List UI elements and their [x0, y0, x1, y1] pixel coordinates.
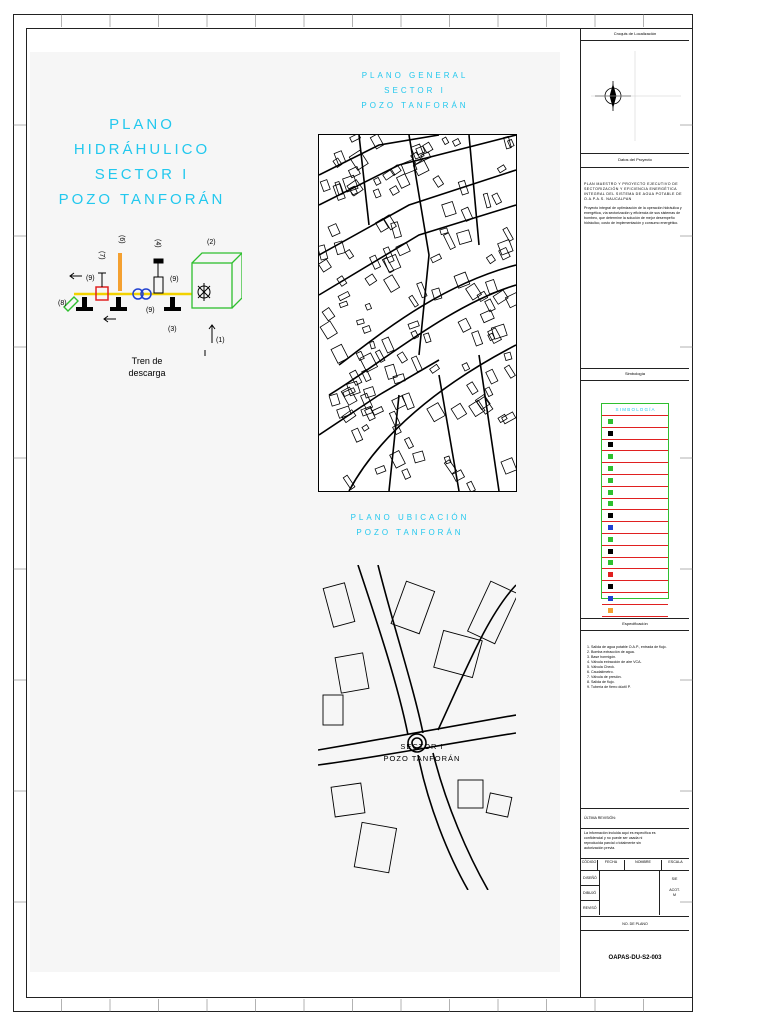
proyecto-header: Datos del Proyecto [581, 153, 689, 168]
general-title-line-2: SECTOR I [384, 86, 446, 95]
map-label-line-1: SECTOR I [400, 742, 444, 751]
symbol-icon [608, 454, 613, 459]
building-block [503, 227, 513, 241]
building-block [338, 292, 350, 301]
building-block [375, 350, 385, 362]
building-block [365, 303, 371, 310]
building-block [486, 369, 498, 384]
building-block [329, 394, 340, 407]
escala-value-m: M [673, 893, 676, 897]
simbologia-row [602, 487, 668, 499]
pressure-valve-icon [96, 273, 108, 300]
nota-text: La información incluida aquí es específica es confidencial y no puede ser usada ni reproducida parcial o totalmente sin autorización previa. [584, 831, 656, 850]
proyecto-section [581, 153, 689, 369]
building-block [461, 207, 473, 221]
symbol-icon [608, 501, 613, 506]
label-9-a: (9) [86, 275, 95, 282]
building-block [405, 437, 414, 448]
building-block [442, 137, 449, 144]
building-block [488, 328, 502, 344]
building-block [319, 259, 331, 272]
map-location-label [382, 741, 462, 765]
col-escala: ESCALA [668, 860, 683, 864]
simbologia-section [581, 368, 689, 619]
building-block [396, 174, 409, 189]
simbologia-row [602, 463, 668, 475]
building-block [505, 293, 516, 308]
spec-item: 7. Válvula de presión. [587, 675, 622, 679]
building-block [502, 412, 516, 424]
proyecto-text: PLAN MAESTRO Y PROYECTO EJECUTIVO DE SECTORIZACIÓN Y EFICIENCIA ENERGÉTICA INTEGRAL DEL SISTEMA DE AGUA POTABLE DE O.A.P.A.S. NAUCALPAN [584, 182, 682, 201]
building-block [361, 406, 373, 416]
building-block [458, 318, 471, 332]
proyecto-desc: Proyecto integral de optimización de la operación hidráulica y energética, vía sectorización y eficiencia de sus sistemas de bombeo, que determine la solución de mejor desempeño hidráulico, costo de implementación y consumo energético. [584, 206, 682, 225]
flow-arrows [70, 273, 215, 356]
row-dibujo: DIBUJÓ [581, 886, 600, 901]
symbol-icon [608, 513, 613, 518]
firmas-header-row [581, 860, 689, 871]
building-block [373, 189, 381, 198]
building-block [362, 425, 369, 432]
ubicacion-title-line-1: PLANO UBICACIÓN [350, 513, 470, 522]
building-block [328, 224, 340, 237]
building-block [365, 408, 376, 421]
general-title-line-3: POZO TANFORÁN [361, 101, 469, 110]
pump-box [192, 253, 242, 308]
building-block [393, 374, 405, 384]
building-block [433, 176, 444, 188]
symbol-icon [608, 525, 613, 530]
building-block [467, 382, 478, 395]
ubicacion-title [340, 510, 480, 540]
plano-section [581, 918, 689, 998]
symbol-icon [608, 584, 613, 589]
main-title-line-2: SECTOR I [94, 166, 190, 183]
firmas-table [581, 860, 689, 917]
building-block [334, 151, 346, 165]
building-block [423, 142, 433, 153]
symbol-icon [608, 572, 613, 577]
firmas-body [581, 871, 689, 915]
building-block [483, 193, 491, 208]
building-block [372, 407, 383, 416]
simbologia-row [602, 475, 668, 487]
especificacion-section [581, 618, 689, 809]
simbologia-row [602, 605, 668, 617]
building-block [409, 295, 419, 307]
building-block [431, 254, 442, 263]
label-4: (4) [154, 239, 161, 248]
building-block [345, 250, 353, 259]
plano-numero: OAPAS-DU-S2-003 [608, 955, 662, 961]
building-block [462, 363, 470, 371]
map-label-line-2: POZO TANFORÁN [383, 754, 461, 763]
building-block [375, 466, 386, 475]
building-block [390, 186, 400, 196]
building-block [485, 387, 493, 397]
compass-icon [581, 41, 689, 151]
label-2: (2) [207, 239, 216, 246]
simbologia-row [602, 510, 668, 522]
building-block [408, 321, 419, 329]
simbologia-row [602, 546, 668, 558]
symbol-icon [608, 490, 613, 495]
building-block [442, 202, 456, 217]
building-block [504, 365, 515, 378]
escala-value-acot: ACOT. [669, 888, 680, 892]
simbologia-row [602, 593, 668, 605]
main-title-line-1: PLANO HIDRÁHULICO [73, 116, 211, 158]
plano-header: NO. DE PLANO [581, 918, 689, 931]
building-block [349, 150, 368, 170]
general-title [345, 68, 485, 113]
simbologia-row [602, 451, 668, 463]
main-title [42, 112, 242, 212]
simbologia-row [602, 522, 668, 534]
simbologia-row [602, 428, 668, 440]
label-3: (3) [168, 326, 177, 333]
building-block [397, 352, 407, 363]
building-block [339, 301, 348, 307]
building-block [467, 481, 476, 491]
building-block [385, 364, 398, 379]
simbologia-row [602, 499, 668, 511]
general-map-drawing [319, 135, 516, 491]
building-block [454, 272, 470, 288]
tren-caption-line-2: descarga [128, 368, 166, 378]
col-fecha: FECHA [598, 860, 625, 870]
col-codigo: CÓDIGO [581, 860, 598, 870]
label-8: (8) [58, 300, 67, 307]
building-block [362, 325, 371, 333]
spec-item: 9. Tubería de fierro dúctil P. [587, 685, 631, 689]
symbol-icon [608, 537, 613, 542]
building-block [423, 333, 431, 343]
building-block [427, 403, 445, 422]
building-block [486, 279, 498, 293]
row-diseno: DISEÑÓ [581, 871, 600, 886]
row-reviso: REVISÓ [581, 901, 600, 915]
spec-item: 4. Válvula extracción de aire VCA. [587, 660, 642, 664]
label-7: (7) [98, 251, 105, 260]
building-block [383, 169, 395, 180]
croquis-section [581, 28, 689, 154]
label-1: (1) [216, 337, 225, 344]
symbol-icon [608, 466, 613, 471]
building-block [322, 308, 335, 321]
building-block [364, 387, 376, 398]
building-block [430, 364, 440, 373]
general-title-line-1: PLANO GENERAL [361, 71, 469, 80]
simbologia-header: Simbología [581, 368, 689, 381]
symbol-icon [608, 549, 613, 554]
label-9-b: (9) [146, 307, 155, 314]
symbol-icon [608, 431, 613, 436]
title-block [580, 28, 688, 998]
symbol-icon [608, 560, 613, 565]
building-block [457, 230, 472, 245]
building-block [413, 451, 425, 463]
building-block [382, 337, 394, 353]
spec-item: 1. Salida de agua potable O.A.P., entrada de flujo. [587, 645, 667, 649]
building-block [389, 411, 400, 426]
general-map [318, 134, 517, 492]
simbologia-row [602, 534, 668, 546]
building-block [402, 469, 411, 480]
simbologia-row [602, 581, 668, 593]
building-block [320, 321, 337, 339]
simbologia-title: S I M B O L O G Í A [602, 404, 668, 416]
simbologia-row [602, 558, 668, 570]
label-6: (6) [118, 235, 125, 244]
tren-caption-line-1: Tren de [131, 356, 163, 366]
symbol-icon [608, 419, 613, 424]
spec-item: 8. Salida de flujo. [587, 680, 615, 684]
simbologia-table [601, 403, 669, 599]
building-block [452, 470, 464, 482]
pump-icon [198, 283, 210, 301]
label-9-c: (9) [170, 276, 179, 283]
ubicacion-map [318, 565, 516, 890]
spec-item: 3. Base hormigón. [587, 655, 617, 659]
building-block [466, 283, 482, 300]
main-title-line-3: POZO TANFORÁN [58, 191, 226, 208]
ultima-revision-label: ÚLTIMA REVISIÓN: [584, 816, 616, 820]
simbologia-row [602, 416, 668, 428]
building-block [357, 319, 365, 325]
building-block [486, 254, 495, 263]
building-block [384, 275, 400, 293]
building-block [472, 331, 483, 346]
col-nombre: NOMBRE [625, 860, 662, 870]
building-block [480, 310, 494, 323]
nota-section [581, 828, 689, 859]
air-valve-icon [154, 259, 163, 293]
especificacion-list [581, 631, 689, 690]
building-block [391, 222, 402, 238]
building-block [370, 341, 376, 349]
building-block [451, 403, 467, 419]
croquis-header: Croquis de Localización [581, 28, 689, 41]
symbol-icon [608, 442, 613, 447]
spec-item: 2. Bomba extracción de agua. [587, 650, 635, 654]
simbologia-rows [602, 416, 668, 617]
spec-item: 6. Caudalímetro. [587, 670, 614, 674]
building-block [452, 139, 460, 147]
building-block [320, 180, 330, 192]
building-block [444, 233, 456, 250]
especificacion-header: Especificación [581, 618, 689, 631]
simbologia-row [602, 440, 668, 452]
symbol-icon [608, 478, 613, 483]
ubicacion-map-drawing [318, 565, 516, 890]
symbol-icon [608, 608, 613, 613]
spec-item: 5. Válvula Check. [587, 665, 615, 669]
building-block [501, 458, 516, 474]
symbol-icon [608, 596, 613, 601]
tren-caption [112, 355, 182, 379]
base-blocks [76, 297, 181, 311]
building-block [497, 165, 506, 173]
building-block [352, 428, 363, 442]
building-block [492, 193, 502, 205]
escala-value-se: S/E [671, 877, 678, 881]
building-block [365, 274, 377, 285]
revision-section [581, 808, 689, 829]
ubicacion-title-line-2: POZO TANFORÁN [356, 528, 464, 537]
building-block [504, 352, 512, 360]
building-block [374, 177, 381, 185]
building-block [411, 356, 422, 372]
flowmeter-icon [118, 253, 122, 291]
simbologia-row [602, 569, 668, 581]
